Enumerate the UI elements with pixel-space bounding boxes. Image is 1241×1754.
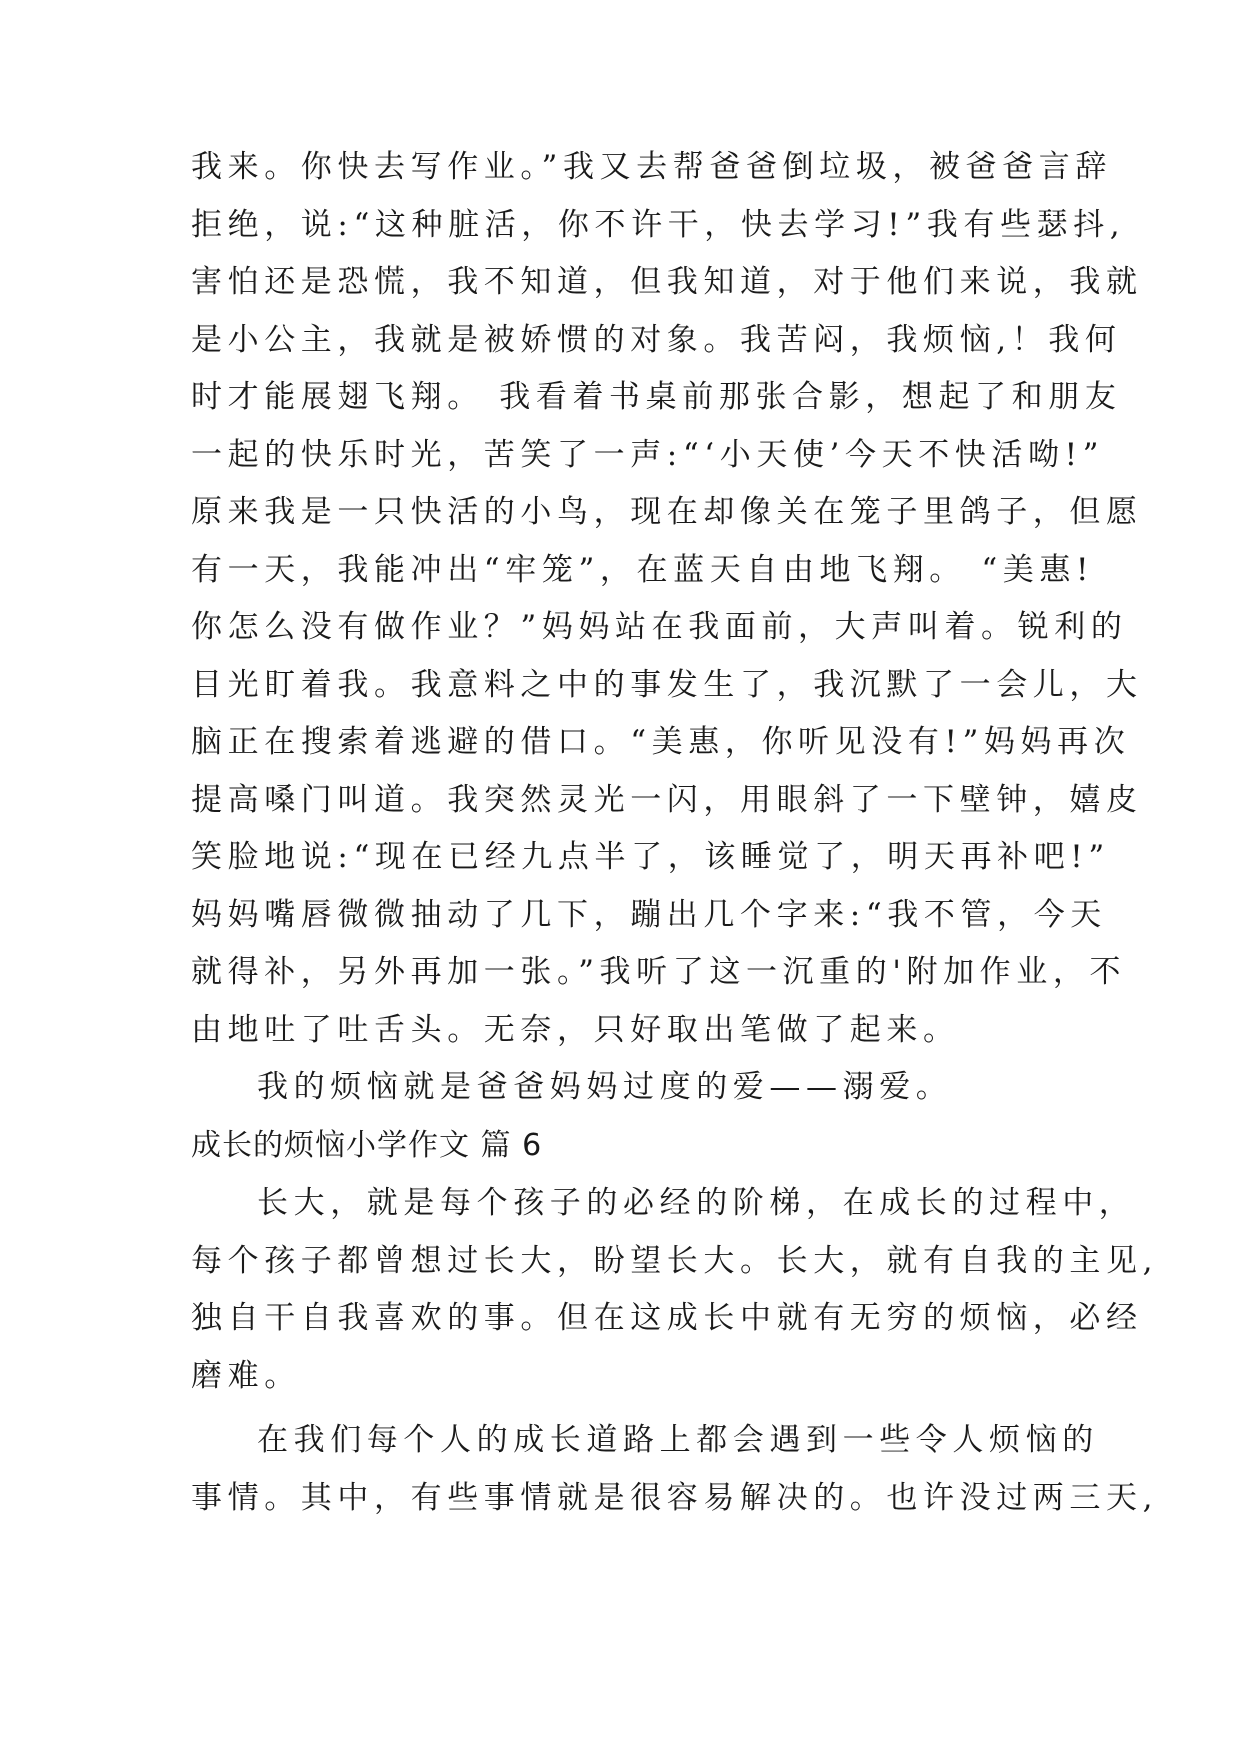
text-line: 笑脸地说:“现在已经九点半了，该睡觉了，明天再补吧!” (191, 839, 1110, 875)
text-line: 长大，就是每个孩子的必经的阶梯，在成长的过程中， (257, 1185, 1136, 1221)
text-line: 拒绝，说:“这种脏活，你不许干，快去学习!”我有些瑟抖, (191, 206, 1126, 243)
text-line: 原来我是一只快活的小鸟，现在却像关在笼子里鸽子，但愿 (191, 494, 1143, 530)
text-line: 就得补，另外再加一张。”我听了这一沉重的'附加作业，不 (191, 954, 1127, 990)
text-line: 事情。其中，有些事情就是很容易解决的。也许没过两三天, (191, 1479, 1159, 1516)
text-line: 有一天，我能冲出“牢笼”，在蓝天自由地飞翔。 “美惠! (191, 551, 1095, 588)
text-line: 你怎么没有做作业？”妈妈站在我面前，大声叫着。锐利的 (191, 609, 1128, 645)
essay-conclusion-paragraph (191, 1059, 1051, 1117)
text-line: 一起的快乐时光，苦笑了一声:“‘小天使’今天不快活呦!” (191, 436, 1105, 473)
text-line: 我来。你快去写作业。”我又去帮爸爸倒垃圾，被爸爸言辞 (191, 149, 1112, 185)
text-line: 妈妈嘴唇微微抽动了几下，蹦出几个字来:“我不管，今天 (191, 896, 1107, 933)
text-line: 时才能展翅飞翔。 我看着书桌前那张合影，想起了和朋友 (191, 379, 1122, 415)
text-line: 由地吐了吐舌头。无奈，只好取出笔做了起来。 (191, 1011, 960, 1048)
text-line: 是小公主，我就是被娇惯的对象。我苦闷，我烦恼,！我何 (191, 321, 1122, 358)
essay-paragraph-continued (191, 139, 1143, 1059)
text-line: 害怕还是恐慌，我不知道，但我知道，对于他们来说，我就 (191, 264, 1143, 300)
essay-paragraph-2 (191, 1412, 1159, 1527)
text-line: 每个孩子都曾想过长大，盼望长大。长大，就有自我的主见, (191, 1242, 1159, 1279)
text-line: 在我们每个人的成长道路上都会遇到一些令人烦恼的 (257, 1422, 1099, 1458)
text-line: 提高嗓门叫道。我突然灵光一闪，用眼斜了一下壁钟，嬉皮 (191, 781, 1143, 818)
text-line: 独自干自我喜欢的事。但在这成长中就有无穷的烦恼，必经 (191, 1300, 1143, 1336)
text-line: 目光盯着我。我意料之中的事发生了，我沉默了一会儿，大 (191, 666, 1143, 703)
text-line: 我的烦恼就是爸爸妈妈过度的爱——溺爱。 (257, 1069, 953, 1105)
section-heading: 成长的烦恼小学作文 篇 6 (191, 1128, 543, 1163)
text-line: 磨难。 (191, 1357, 301, 1394)
text-line: 脑正在搜索着逃避的借口。“美惠，你听见没有!”妈妈再次 (191, 724, 1131, 760)
essay-paragraph-1 (191, 1175, 1159, 1405)
